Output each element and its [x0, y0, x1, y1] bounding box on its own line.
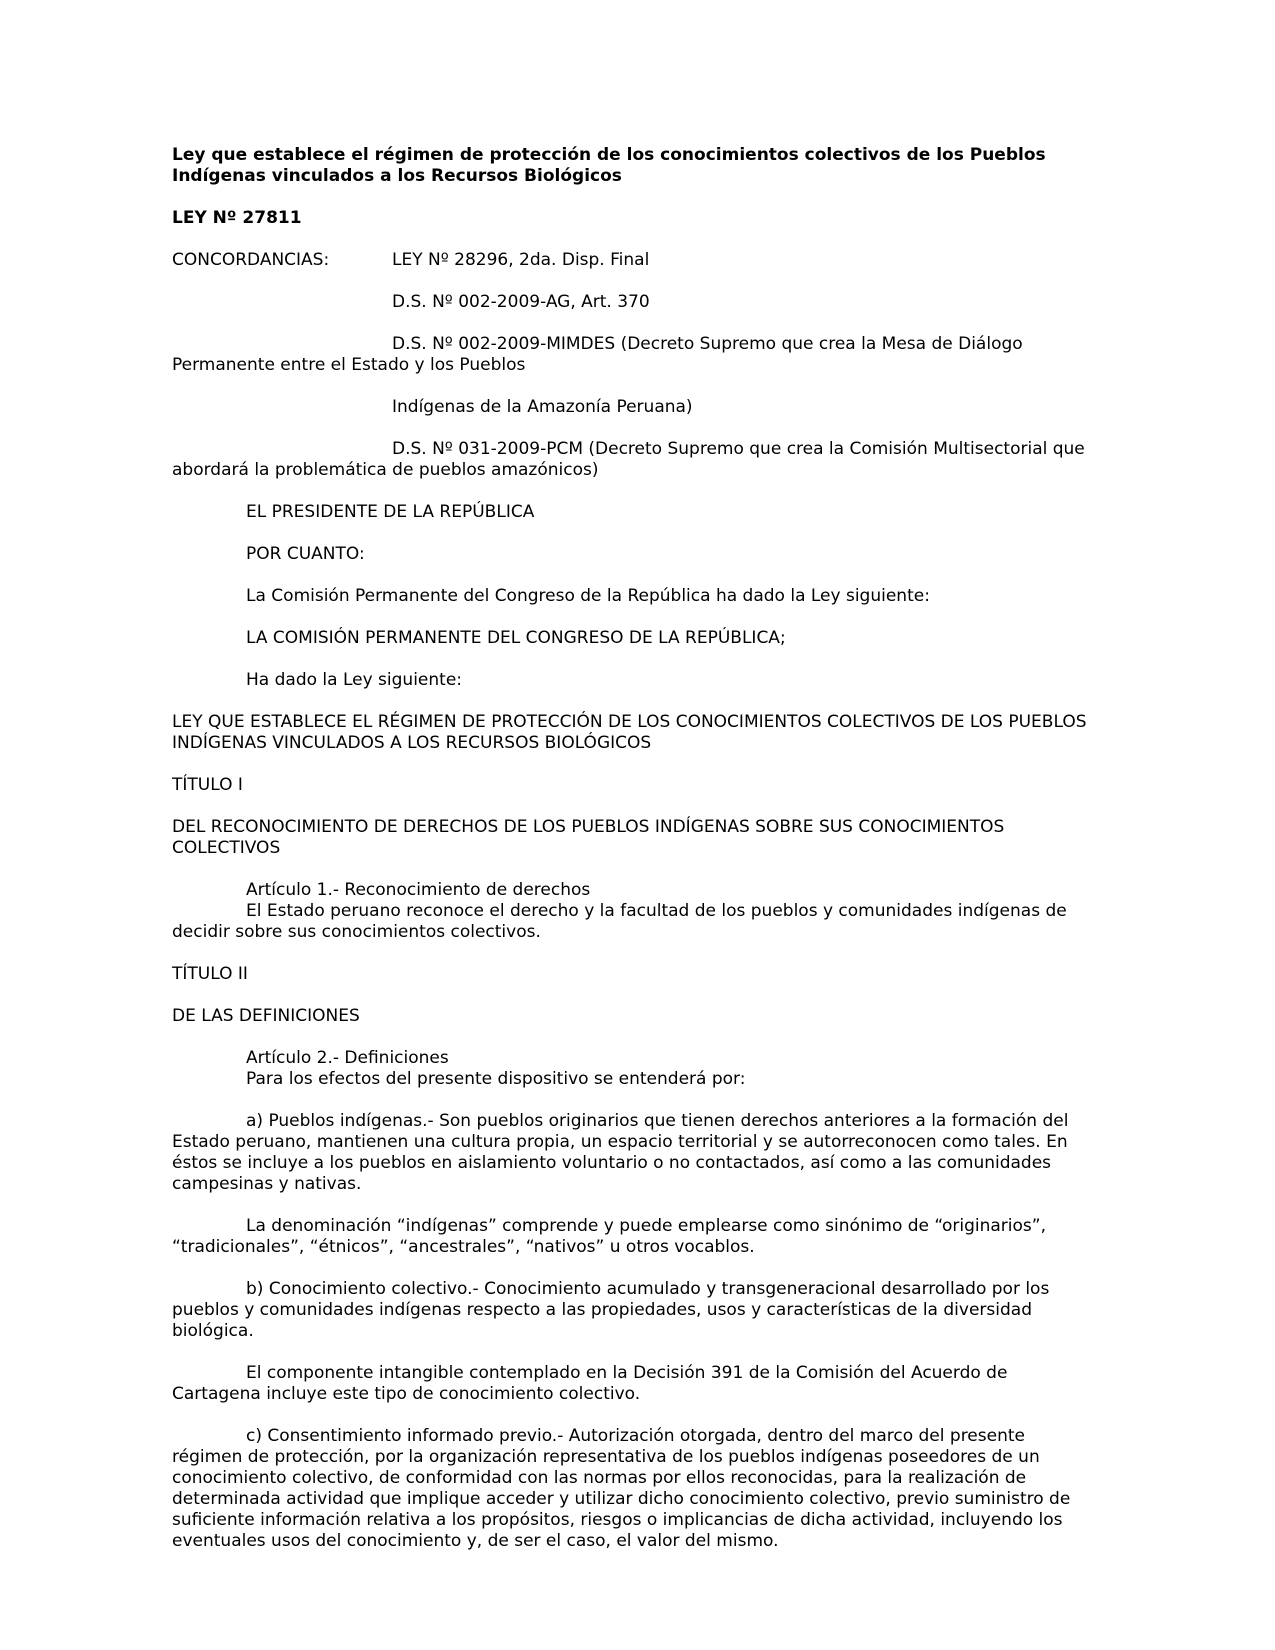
preamble-comision-caps: LA COMISIÓN PERMANENTE DEL CONGRESO DE LA REPÚBLICA;	[246, 628, 786, 648]
law-title-caps: LEY QUE ESTABLECE EL RÉGIMEN DE PROTECCIÓN DE LOS CONOCIMIENTOS COLECTIVOS DE LOS PUEBLOS INDÍGENAS VINCULADOS A LOS RECURSOS BIOLÓGICOS	[172, 712, 1087, 753]
preamble-president: EL PRESIDENTE DE LA REPÚBLICA	[246, 502, 535, 522]
articulo2-intro: Para los efectos del presente dispositivo se entenderá por:	[246, 1069, 746, 1089]
concordancia-entry: D.S. Nº 031-2009-PCM (Decreto Supremo que crea la Comisión Multisectorial que abordará la problemática de pueblos amazónicos)	[172, 439, 1085, 480]
concordancia-entry: D.S. Nº 002-2009-MIMDES (Decreto Supremo que crea la Mesa de Diálogo Permanente entre el Estado y los Pueblos	[172, 334, 1023, 375]
preamble-por-cuanto: POR CUANTO:	[246, 544, 365, 564]
preamble-comision-line: La Comisión Permanente del Congreso de la República ha dado la Ley siguiente:	[246, 586, 930, 606]
concordancias-block	[172, 250, 1092, 481]
concordancia-entry: LEY Nº 28296, 2da. Disp. Final	[392, 250, 650, 270]
concordancias-label: CONCORDANCIAS:	[172, 250, 330, 270]
articulo1-heading: Artículo 1.- Reconocimiento de derechos	[246, 880, 591, 900]
law-number: LEY Nº 27811	[172, 208, 302, 228]
titulo1-heading: TÍTULO I	[172, 775, 243, 795]
titulo2-heading: TÍTULO II	[172, 964, 248, 984]
definition-b: b) Conocimiento colectivo.- Conocimiento acumulado y transgeneracional desarrollado por los pueblos y comunidades indígenas respecto a las propiedades, usos y características de la diversidad biológica.	[172, 1279, 1050, 1341]
articulo2-heading: Artículo 2.- Definiciones	[246, 1048, 449, 1068]
definition-a-note: La denominación “indígenas” comprende y puede emplearse como sinónimo de “originarios”, “tradicionales”, “étnicos”, “ancestrales”, “nativos” u otros vocablos.	[172, 1216, 1046, 1257]
definition-a: a) Pueblos indígenas.- Son pueblos originarios que tienen derechos anteriores a la formación del Estado peruano, mantienen una cultura propia, un espacio territorial y se autorreconocen como tales. En éstos se incluye a los pueblos en aislamiento voluntario o no contactados, así como a las comunidades campesinas y nativas.	[172, 1111, 1069, 1194]
document-title: Ley que establece el régimen de protección de los conocimientos colectivos de los Pueblos Indígenas vinculados a los Recursos Biológicos	[172, 145, 1046, 186]
definition-b-note: El componente intangible contemplado en la Decisión 391 de la Comisión del Acuerdo de Cartagena incluye este tipo de conocimiento colectivo.	[172, 1363, 1008, 1404]
preamble-ha-dado: Ha dado la Ley siguiente:	[246, 670, 463, 690]
concordancias-row	[172, 250, 1092, 271]
definition-c: c) Consentimiento informado previo.- Autorización otorgada, dentro del marco del presente régimen de protección, por la organización representativa de los pueblos indígenas poseedores de un conocimiento colectivo, de conformidad con las normas por ellos reconocidas, para la realización de determinada actividad que implique acceder y utilizar dicho conocimiento colectivo, previo suministro de suficiente información relativa a los propósitos, riesgos o implicancias de dicha actividad, incluyendo los eventuales usos del conocimiento y, de ser el caso, el valor del mismo.	[172, 1426, 1071, 1551]
concordancia-entry: D.S. Nº 002-2009-AG, Art. 370	[392, 292, 650, 312]
titulo2-subheading: DE LAS DEFINICIONES	[172, 1006, 360, 1026]
articulo1-body: El Estado peruano reconoce el derecho y la facultad de los pueblos y comunidades indígenas de decidir sobre sus conocimientos colectivos.	[172, 901, 1067, 942]
titulo1-subheading: DEL RECONOCIMIENTO DE DERECHOS DE LOS PUEBLOS INDÍGENAS SOBRE SUS CONOCIMIENTOS COLECTIVOS	[172, 817, 1005, 858]
concordancia-entry: Indígenas de la Amazonía Peruana)	[392, 397, 693, 417]
